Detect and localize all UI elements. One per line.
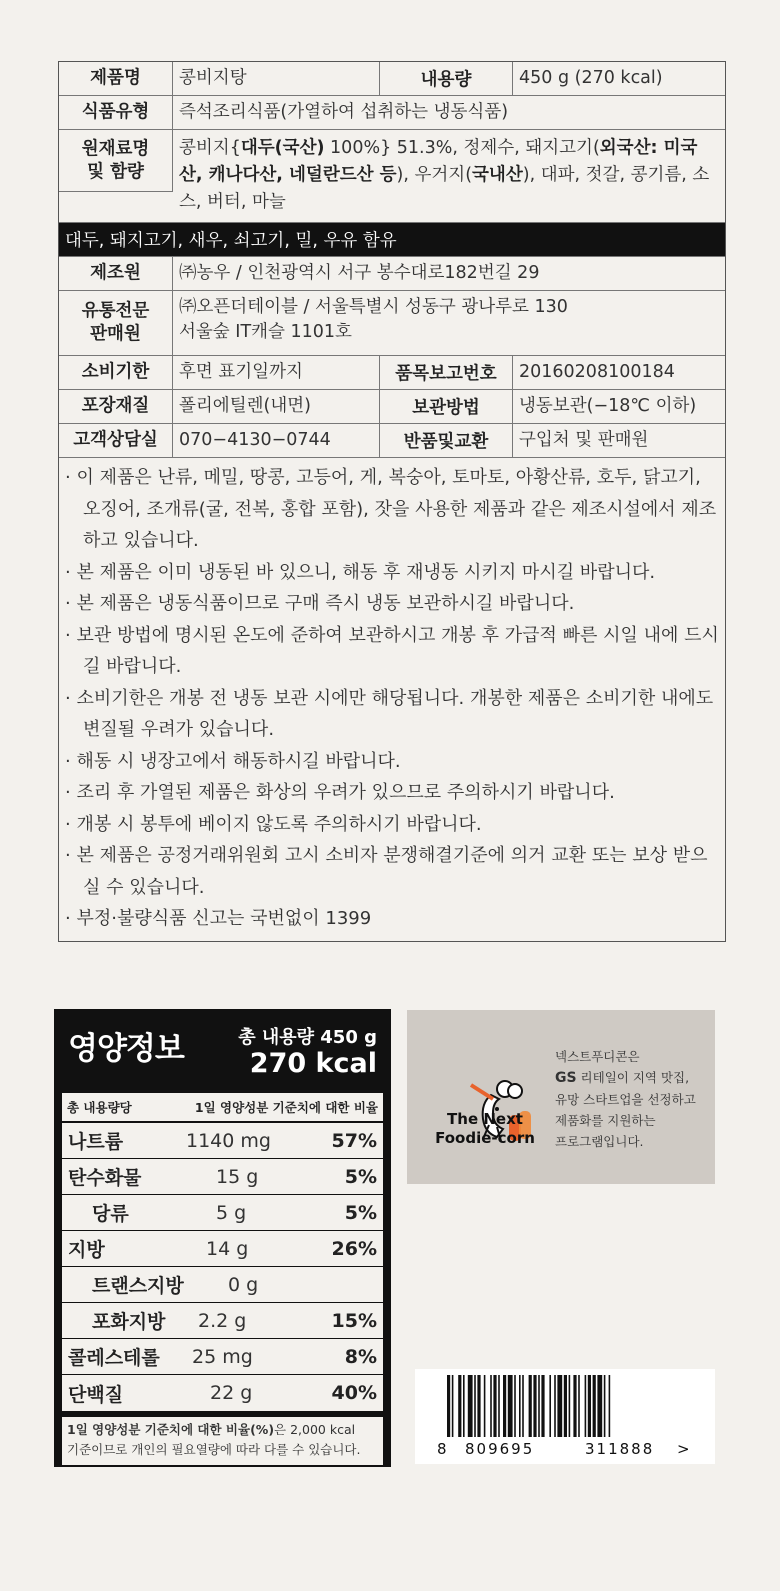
barcode-digits-right: 311888 bbox=[585, 1440, 655, 1458]
barcode-bar bbox=[514, 1375, 516, 1437]
nutrition-footnote: 1일 영양성분 기준치에 대한 비율(%)은 2,000 kcal 기준이므로 개인의 필요열량에 따라 다를 수 있습니다. bbox=[62, 1417, 383, 1465]
nutrition-facts bbox=[54, 1009, 391, 1467]
nutrition-total bbox=[238, 1017, 377, 1093]
note-item: · 개봉 시 봉투에 베이지 않도록 주의하시기 바랍니다. bbox=[65, 809, 719, 841]
row-cs bbox=[59, 424, 725, 458]
value-return: 구입처 및 판매원 bbox=[519, 430, 649, 450]
nutrient-row: 단백질 22 g 40% bbox=[68, 1382, 377, 1406]
label-package: 포장재질 bbox=[59, 390, 173, 423]
label-storage: 보관방법 bbox=[379, 390, 513, 423]
note-item: · 부정·불량식품 신고는 국번없이 1399 bbox=[65, 903, 719, 935]
barcode-bar bbox=[593, 1375, 596, 1437]
note-item: · 해동 시 냉장고에서 해동하시길 바랍니다. bbox=[65, 746, 719, 778]
barcode-bar bbox=[452, 1375, 454, 1437]
barcode-bar bbox=[522, 1375, 524, 1437]
label-type: 식품유형 bbox=[59, 96, 173, 129]
value-name: 콩비지탕 bbox=[179, 68, 247, 88]
nutrition-header bbox=[62, 1017, 383, 1093]
value-maker: ㈜농우 / 인천광역시 서구 봉수대로182번길 29 bbox=[179, 263, 540, 283]
label-cs: 고객상담실 bbox=[59, 424, 173, 457]
barcode-bar bbox=[468, 1375, 473, 1437]
nutrition-total-kcal: 270 kcal bbox=[249, 1048, 377, 1079]
barcode-bar bbox=[578, 1375, 580, 1437]
label-ingredients: 원재료명 및 함량 bbox=[59, 130, 173, 192]
barcode-bar bbox=[538, 1375, 540, 1437]
label-return: 반품및교환 bbox=[379, 424, 513, 457]
label-expiry: 소비기한 bbox=[59, 356, 173, 389]
nutrient-row: 당류 5 g 5% bbox=[62, 1195, 383, 1231]
promo-text: 넥스트푸디콘은 GS 리테일이 지역 맛집, 유망 스타트업을 선정하고 제품화를 지원하는 프로그램입니다. bbox=[555, 1049, 696, 1149]
barcode-bar bbox=[474, 1375, 476, 1437]
value-cs: 070−4130−0744 bbox=[179, 430, 331, 450]
row-distributor bbox=[59, 291, 725, 356]
row-name bbox=[59, 62, 725, 96]
row-type bbox=[59, 96, 725, 130]
nutrient-row: 콜레스테롤 25 mg 8% bbox=[62, 1339, 383, 1375]
barcode-bar bbox=[463, 1375, 465, 1437]
note-item: · 보관 방법에 명시된 온도에 준하여 보관하시고 개봉 후 가급적 빠른 시일 내에 드시길 바랍니다. bbox=[65, 620, 719, 683]
barcode-bar bbox=[503, 1375, 506, 1437]
note-item: · 소비기한은 개봉 전 냉동 보관 시에만 해당됩니다. 개봉한 제품은 소비기한 내에도 변질될 우려가 있습니다. bbox=[65, 683, 719, 746]
barcode-bar bbox=[498, 1375, 500, 1437]
value-type: 즉석조리식품(가열하여 섭취하는 냉동식품) bbox=[179, 102, 509, 122]
value-expiry: 후면 표기일까지 bbox=[179, 362, 303, 382]
notes-list bbox=[59, 458, 725, 941]
barcode-bar bbox=[549, 1375, 551, 1437]
barcode-bar bbox=[597, 1375, 602, 1437]
barcode-bar bbox=[493, 1375, 496, 1437]
barcode-bar bbox=[458, 1375, 461, 1437]
barcode-bar bbox=[490, 1375, 492, 1437]
nutrient-row: 포화지방 2.2 g 15% bbox=[62, 1303, 383, 1339]
barcode-bar bbox=[573, 1375, 576, 1437]
product-info-table bbox=[58, 61, 726, 942]
nutrition-total-amount: 총 내용량 450 g bbox=[238, 1027, 377, 1048]
barcode-bar bbox=[569, 1375, 571, 1437]
barcode-bar bbox=[529, 1375, 532, 1437]
barcode-bar bbox=[519, 1375, 521, 1437]
value-storage: 냉동보관(−18℃ 이하) bbox=[519, 396, 697, 416]
barcode-bar bbox=[557, 1375, 562, 1437]
allergy-bar: 대두, 돼지고기, 새우, 쇠고기, 밀, 우유 함유 bbox=[59, 223, 725, 257]
value-report-number: 20160208100184 bbox=[519, 362, 675, 382]
ingredients-text: 콩비지{대두(국산) 100%} 51.3%, 정제수, 돼지고기(외국산: 미국산, 캐나다산, 네덜란드산 등), 우거지(국내산), 대파, 젓갈, 콩기름, 소스, 버터, 마늘 bbox=[179, 138, 710, 213]
barcode-bar bbox=[533, 1375, 536, 1437]
value-volume: 450 g (270 kcal) bbox=[519, 68, 663, 88]
barcode-bar bbox=[588, 1375, 591, 1437]
value-distributor: ㈜오픈더테이블 / 서울특별시 성동구 광나루로 130 서울숲 IT캐슬 1101호 bbox=[179, 297, 568, 342]
note-item: · 본 제품은 냉동식품이므로 구매 즉시 냉동 보관하시길 바랍니다. bbox=[65, 588, 719, 620]
row-expiry bbox=[59, 356, 725, 390]
note-item: · 본 제품은 이미 냉동된 바 있으니, 해동 후 재냉동 시키지 마시길 바랍니다. bbox=[65, 557, 719, 589]
nutrition-title: 영양정보 bbox=[68, 1031, 184, 1067]
barcode bbox=[415, 1369, 715, 1464]
label-volume: 내용량 bbox=[379, 62, 513, 95]
row-package bbox=[59, 390, 725, 424]
label-report-number: 품목보고번호 bbox=[379, 356, 513, 389]
barcode-arrow: > bbox=[677, 1440, 690, 1458]
barcode-bar bbox=[541, 1375, 544, 1437]
value-package: 폴리에틸렌(내면) bbox=[179, 396, 311, 416]
barcode-bar bbox=[508, 1375, 513, 1437]
barcode-bar bbox=[477, 1375, 480, 1437]
row-maker bbox=[59, 257, 725, 291]
nutrient-row: 트랜스지방 0 g bbox=[62, 1267, 383, 1303]
note-item: · 본 제품은 공정거래위원회 고시 소비자 분쟁해결기준에 의거 교환 또는 보상 받으실 수 있습니다. bbox=[65, 840, 719, 903]
nutrition-table-header: 총 내용량당 1일 영양성분 기준치에 대한 비율 bbox=[62, 1093, 383, 1123]
label-name: 제품명 bbox=[59, 62, 173, 95]
barcode-bar bbox=[554, 1375, 556, 1437]
nutrient-row: 탄수화물 15 g 5% bbox=[62, 1159, 383, 1195]
barcode-bar bbox=[604, 1375, 606, 1437]
barcode-bar bbox=[609, 1375, 611, 1437]
note-item: · 이 제품은 난류, 메밀, 땅콩, 고등어, 게, 복숭아, 토마토, 아황산류, 호두, 닭고기, 오징어, 조개류(굴, 전복, 홍합 포함), 잣을 사용한 제품과 같은 제조시설에서 제조하고 있습니다. bbox=[65, 462, 719, 557]
row-ingredients bbox=[59, 130, 725, 223]
note-item: · 조리 후 가열된 제품은 화상의 우려가 있으므로 주의하시기 바랍니다. bbox=[65, 777, 719, 809]
barcode-bar bbox=[564, 1375, 567, 1437]
barcode-bars bbox=[435, 1375, 695, 1441]
barcode-digit-prefix: 8 bbox=[437, 1440, 447, 1458]
barcode-bar bbox=[484, 1375, 486, 1437]
nutrition-table bbox=[62, 1093, 383, 1411]
row-notes bbox=[59, 458, 725, 941]
barcode-digits-left: 809695 bbox=[465, 1440, 535, 1458]
nutrient-row: 지방 14 g 26% bbox=[62, 1231, 383, 1267]
nutrient-row: 나트륨 1140 mg 57% bbox=[62, 1123, 383, 1159]
barcode-bar bbox=[447, 1375, 450, 1437]
promo-brand: The Next Foodie-corn bbox=[435, 1110, 535, 1147]
label-maker: 제조원 bbox=[59, 257, 173, 290]
label-distributor: 유통전문 판매원 bbox=[59, 291, 173, 355]
barcode-bar bbox=[585, 1375, 587, 1437]
next-foodie-corn-box bbox=[407, 1010, 715, 1184]
